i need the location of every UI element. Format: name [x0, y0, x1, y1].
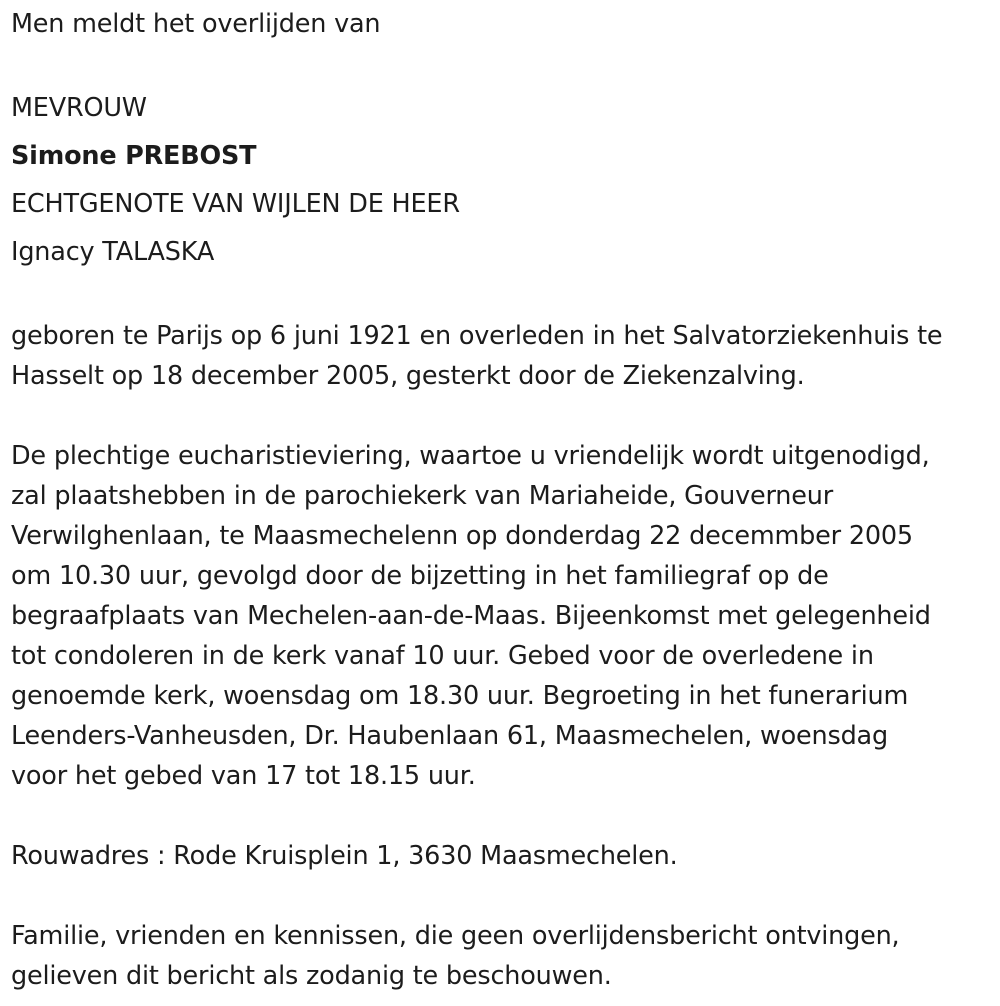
- title-text: MEVROUW: [11, 93, 147, 123]
- deceased-name: Simone PREBOST: [11, 141, 257, 171]
- paragraph-line: tot condoleren in de kerk vanaf 10 uur. Gebed voor de overledene in: [11, 641, 874, 671]
- paragraph-line: Familie, vrienden en kennissen, die geen overlijdensbericht ontvingen,: [11, 921, 900, 951]
- spacer: [11, 876, 996, 916]
- paragraph-line: voor het gebed van 17 tot 18.15 uur.: [11, 761, 476, 791]
- spouse-name: Ignacy TALASKA: [11, 237, 215, 267]
- paragraph-line: Hasselt op 18 december 2005, gesterkt door de Ziekenzalving.: [11, 361, 805, 391]
- paragraph-line: Verwilghenlaan, te Maasmechelenn op donderdag 22 decemmber 2005: [11, 521, 913, 551]
- paragraph-line: geboren te Parijs op 6 juni 1921 en overleden in het Salvatorziekenhuis te: [11, 321, 943, 351]
- death-notice: [11, 4, 996, 996]
- paragraph-line: Leenders-Vanheusden, Dr. Haubenlaan 61, Maasmechelen, woensdag: [11, 721, 888, 751]
- birth-death-paragraph: [11, 316, 996, 396]
- spacer: [11, 44, 996, 84]
- spacer: [11, 396, 996, 436]
- paragraph-line: gelieven dit bericht als zodanig te beschouwen.: [11, 961, 612, 991]
- closing-paragraph: [11, 916, 996, 996]
- paragraph-line: De plechtige eucharistieviering, waartoe u vriendelijk wordt uitgenodigd,: [11, 441, 930, 471]
- paragraph-line: om 10.30 uur, gevolgd door de bijzetting in het familiegraf op de: [11, 561, 829, 591]
- paragraph-line: genoemde kerk, woensdag om 18.30 uur. Begroeting in het funerarium: [11, 681, 909, 711]
- paragraph-line: zal plaatshebben in de parochiekerk van Mariaheide, Gouverneur: [11, 481, 833, 511]
- intro-text: Men meldt het overlijden van: [11, 9, 381, 39]
- spouse-label: ECHTGENOTE VAN WIJLEN DE HEER: [11, 189, 460, 219]
- spacer: [11, 276, 996, 316]
- address-text: Rouwadres : Rode Kruisplein 1, 3630 Maasmechelen.: [11, 841, 678, 871]
- ceremony-paragraph: [11, 436, 996, 796]
- spacer: [11, 796, 996, 836]
- paragraph-line: begraafplaats van Mechelen-aan-de-Maas. Bijeenkomst met gelegenheid: [11, 601, 931, 631]
